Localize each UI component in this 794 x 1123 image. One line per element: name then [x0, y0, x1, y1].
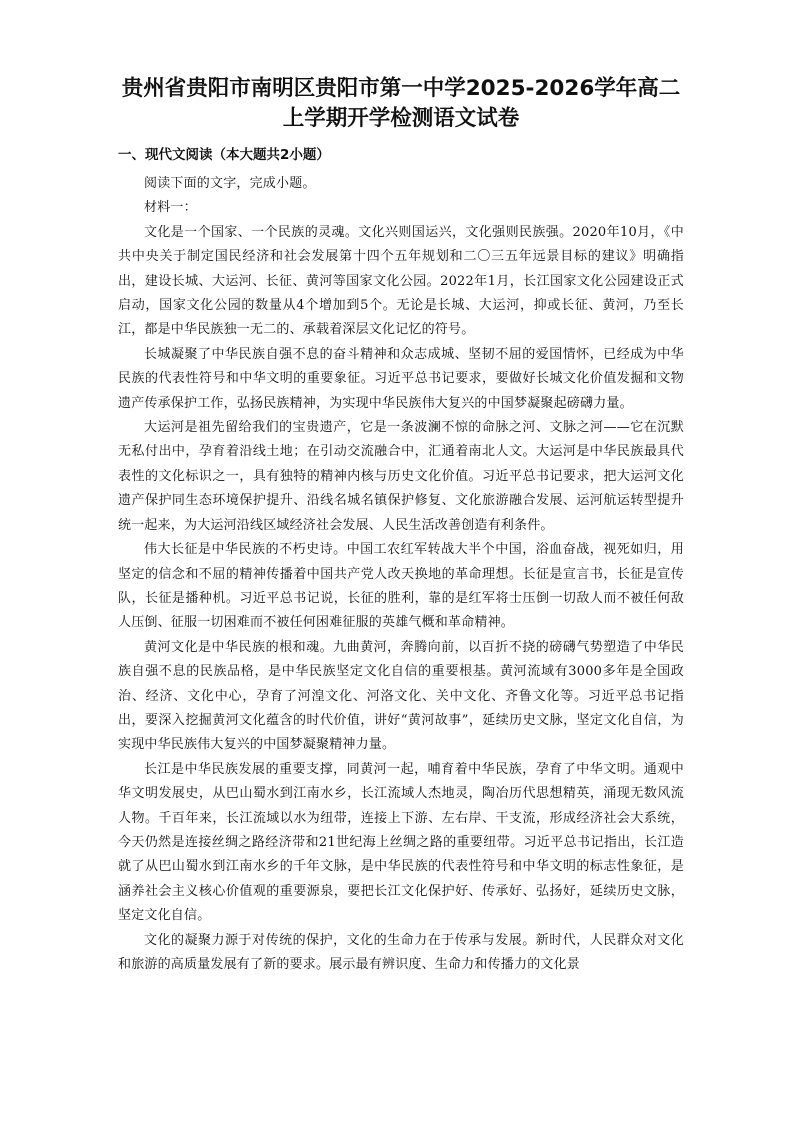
paragraph-culture-intro: 文化是一个国家、一个民族的灵魂。文化兴则国运兴，文化强则民族强。2020年10月，《中共中央关于制定国民经济和社会发展第十四个五年规划和二〇三五年远景目标的建议》明确指出，建设长城、大运河、长征、黄河等国家文化公园。2022年1月，长江国家文化公园建设正式启动，国家文化公园的数量从4个增加到5个。无论是长城、大运河，抑或长征、黄河，乃至长江，都是中华民族独一无二的、承载着深层文化记忆的符号。: [118, 224, 684, 338]
instruction-text: 阅读下面的文字，完成小题。: [144, 176, 316, 191]
paragraph-great-wall: 长城凝聚了中华民族自强不息的奋斗精神和众志成城、坚韧不屈的爱国情怀，已经成为中华民族的代表性符号和中华文明的重要象征。习近平总书记要求，要做好长城文化价值发掘和文物遗产传承保护工作，弘扬民族精神，为实现中华民族伟大复兴的中国梦凝聚起磅礴力量。: [118, 346, 684, 411]
document-title: [98, 74, 704, 134]
paragraph-yellow-river: 黄河文化是中华民族的根和魂。九曲黄河，奔腾向前，以百折不挠的磅礴气势塑造了中华民族自强不息的民族品格，是中华民族坚定文化自信的重要根基。黄河流域有3000多年是全国政治、经济、文化中心，孕育了河湟文化、河洛文化、关中文化、齐鲁文化等。习近平总书记指出，要深入挖掘黄河文化蕴含的时代价值，讲好“黄河故事”，延续历史文脉，坚定文化自信，为实现中华民族伟大复兴的中国梦凝聚精神力量。: [118, 639, 684, 753]
paragraph-grand-canal: 大运河是祖先留给我们的宝贵遗产，它是一条波澜不惊的命脉之河、文脉之河——它在沉默无私付出中，孕育着沿线土地；在引动交流融合中，汇通着南北人文。大运河是中华民族最具代表性的文化标识之一，具有独特的精神内核与历史文化价值。习近平总书记要求，把大运河文化遗产保护同生态环境保护提升、沿线名城名镇保护修复、文化旅游融合发展、运河航运转型提升统一起来，为大运河沿线区域经济社会发展、人民生活改善创造有利条件。: [118, 420, 684, 533]
title-line-1: 贵州省贵阳市南明区贵阳市第一中学2025-2026学年高二: [121, 76, 681, 101]
paragraph-culture-cohesion: 文化的凝聚力源于对传统的保护，文化的生命力在于传承与发展。新时代，人民群众对文化和旅游的高质量发展有了新的要求。展示最有辨识度、生命力和传播力的文化景: [118, 932, 684, 972]
title-line-2: 上学期开学检测语文试卷: [282, 106, 520, 131]
material-label: 材料一：: [144, 200, 197, 216]
paragraph-long-march: 伟大长征是中华民族的不朽史诗。中国工农红军转战大半个中国，浴血奋战，视死如归，用坚定的信念和不屈的精神传播着中国共产党人改天换地的革命理想。长征是宣言书，长征是宣传队，长征是播种机。习近平总书记说，长征的胜利，靠的是红军将士压倒一切敌人而不被任何敌人压倒、征服一切困难而不被任何困难征服的英雄气概和革命精神。: [118, 542, 684, 631]
paragraph-yangtze-river: 长江是中华民族发展的重要支撑，同黄河一起，哺育着中华民族，孕育了中华文明。通观中华文明发展史，从巴山蜀水到江南水乡，长江流域人杰地灵，陶冶历代思想精英，涌现无数风流人物。千百年来，长江流域以水为纽带，连接上下游、左右岸、干支流，形成经济社会大系统，今天仍然是连接丝绸之路经济带和21世纪海上丝绸之路的重要纽带。习近平总书记指出，长江造就了从巴山蜀水到江南水乡的千年文脉，是中华民族的代表性符号和中华文明的标志性象征，是涵养社会主义核心价值观的重要源泉，要把长江文化保护好、传承好、弘扬好，延续历史文脉，坚定文化自信。: [118, 761, 684, 924]
section-heading: 一、现代文阅读（本大题共2小题）: [118, 147, 330, 163]
